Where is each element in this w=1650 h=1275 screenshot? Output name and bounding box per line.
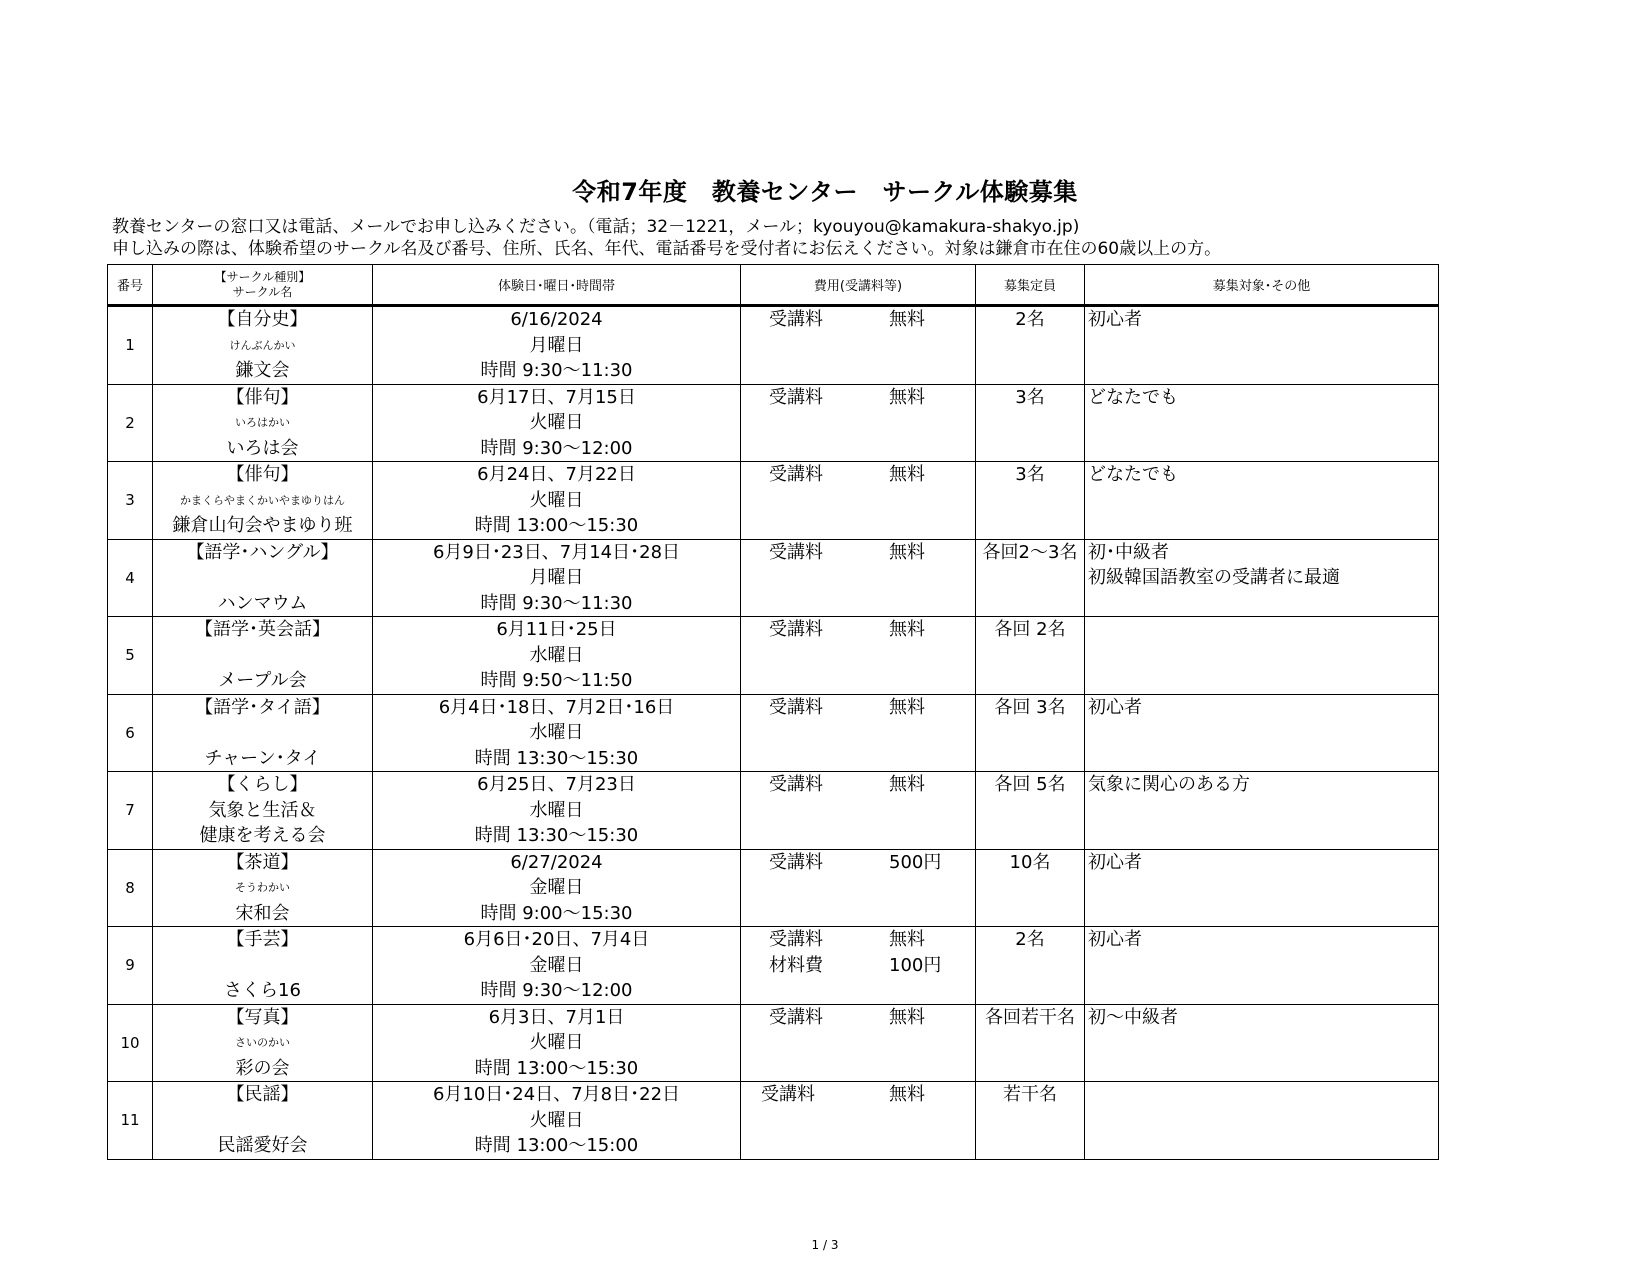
circle-category: 【語学･タイ語】	[195, 696, 330, 718]
header-capacity: 募集定員	[976, 265, 1085, 306]
target-cell	[1085, 384, 1439, 462]
schedule-date: 6月9日･23日、7月14日･28日	[432, 541, 681, 563]
page-number: 1 / 3	[811, 1238, 839, 1252]
row-number: 6	[108, 694, 153, 772]
header-fee: 費用(受講料等)	[741, 265, 976, 306]
row-number: 11	[108, 1082, 153, 1160]
header-target: 募集対象･その他	[1085, 265, 1439, 306]
capacity-value: 2名	[1015, 309, 1045, 330]
fee-cell	[741, 462, 976, 540]
fee-row-2	[741, 643, 975, 669]
circle-reading	[153, 643, 372, 669]
schedule-weekday: 金曜日	[529, 877, 584, 898]
schedule-weekday: 月曜日	[529, 334, 584, 356]
row-number: 10	[108, 1004, 153, 1082]
circle-name: 宋和会	[235, 902, 290, 924]
target-cell	[1085, 539, 1439, 617]
circle-reading	[153, 565, 372, 591]
schedule-weekday: 月曜日	[529, 567, 584, 588]
capacity-value: 各回 3名	[994, 696, 1066, 718]
table-row	[108, 1004, 1439, 1082]
fee-cell	[741, 694, 976, 772]
fee-cell	[741, 1004, 976, 1082]
fee-row-2	[741, 875, 975, 901]
capacity-value: 各回 5名	[994, 774, 1066, 795]
fee-row-2	[741, 410, 975, 436]
schedule-date: 6月3日、7月1日	[488, 1006, 625, 1028]
circle-name: メープル会	[218, 670, 307, 691]
schedule-cell	[373, 1082, 741, 1160]
circle-cell	[153, 306, 373, 385]
fee-row-2	[741, 798, 975, 824]
circle-category: 【写真】	[226, 1006, 299, 1028]
target-line-2: 初級韓国語教室の受講者に最適	[1088, 567, 1340, 588]
table-row	[108, 1082, 1439, 1160]
fee-value: 無料	[889, 619, 925, 640]
fee-cell	[741, 1082, 976, 1160]
capacity-value: 3名	[1015, 464, 1045, 485]
table-row	[108, 539, 1439, 617]
schedule-date: 6月4日･18日、7月2日･16日	[438, 696, 675, 718]
fee-row-1	[741, 695, 975, 721]
fee-row-1	[741, 462, 975, 488]
schedule-weekday: 火曜日	[529, 1032, 584, 1053]
fee-row-1	[741, 1005, 975, 1031]
row-number: 9	[108, 927, 153, 1005]
fee-label: 受講料	[769, 1006, 823, 1028]
fee-value: 無料	[889, 929, 925, 950]
fee-row-2	[741, 1108, 975, 1134]
target-line-1: 初心者	[1088, 309, 1142, 330]
row-number: 7	[108, 772, 153, 850]
target-line-2	[1085, 643, 1438, 669]
fee-label: 受講料	[769, 541, 823, 563]
circle-cell	[153, 384, 373, 462]
schedule-date: 6月11日･25日	[496, 619, 617, 640]
schedule-cell	[373, 384, 741, 462]
row-number: 1	[108, 306, 153, 385]
target-cell	[1085, 772, 1439, 850]
target-line-2	[1085, 1108, 1438, 1134]
circle-table	[107, 264, 1439, 1160]
circle-name: チャーン･タイ	[204, 747, 321, 769]
circle-reading	[153, 1108, 372, 1134]
target-line-2	[1085, 410, 1438, 436]
circle-reading	[153, 953, 372, 979]
fee-row-1	[741, 307, 975, 333]
fee-value: 無料	[889, 464, 925, 485]
target-line-1: どなたでも	[1088, 386, 1178, 408]
capacity-cell	[976, 539, 1085, 617]
fee-row-1	[741, 1082, 975, 1108]
target-line-1: 初･中級者	[1088, 541, 1169, 563]
fee-row-2	[741, 565, 975, 591]
target-cell	[1085, 927, 1439, 1005]
circle-cell	[153, 927, 373, 1005]
row-number: 4	[108, 539, 153, 617]
row-number: 5	[108, 617, 153, 695]
target-cell	[1085, 694, 1439, 772]
table-row	[108, 927, 1439, 1005]
fee-value: 無料	[889, 309, 925, 330]
fee-label: 受講料	[769, 929, 823, 950]
capacity-cell	[976, 617, 1085, 695]
fee-value-2: 100円	[889, 954, 942, 976]
table-row	[108, 306, 1439, 385]
schedule-time: 時間 9:30～11:30	[480, 592, 633, 614]
header-circle-type: 【サークル種別】	[214, 269, 311, 284]
capacity-cell	[976, 927, 1085, 1005]
target-line-1: 初～中級者	[1088, 1006, 1178, 1028]
fee-value: 無料	[889, 696, 925, 718]
capacity-cell	[976, 849, 1085, 927]
circle-cell	[153, 539, 373, 617]
circle-cell	[153, 849, 373, 927]
fee-label: 受講料	[769, 309, 823, 330]
table-row	[108, 694, 1439, 772]
capacity-value: 2名	[1015, 929, 1045, 950]
schedule-cell	[373, 849, 741, 927]
fee-label: 受講料	[769, 696, 823, 718]
target-cell	[1085, 1004, 1439, 1082]
circle-cell	[153, 1082, 373, 1160]
capacity-cell	[976, 772, 1085, 850]
circle-category: 【語学･ハングル】	[186, 541, 339, 563]
target-line-1: 気象に関心のある方	[1088, 774, 1250, 795]
circle-reading: いろはかい	[235, 416, 290, 429]
schedule-date: 6月25日、7月23日	[477, 774, 636, 795]
fee-value: 500円	[889, 851, 942, 873]
capacity-value: 各回 2名	[994, 619, 1066, 640]
circle-category: 【民謡】	[226, 1084, 299, 1105]
schedule-weekday: 水曜日	[529, 644, 584, 666]
schedule-time: 時間 9:50～11:50	[480, 670, 633, 691]
fee-row-1	[741, 772, 975, 798]
capacity-value: 10名	[1009, 851, 1051, 873]
circle-category: 【茶道】	[226, 851, 299, 873]
target-line-1: 初心者	[1088, 851, 1142, 873]
capacity-cell	[976, 462, 1085, 540]
schedule-cell	[373, 462, 741, 540]
fee-row-2	[741, 488, 975, 514]
row-number: 8	[108, 849, 153, 927]
fee-row-2	[741, 1030, 975, 1056]
circle-cell	[153, 462, 373, 540]
schedule-cell	[373, 306, 741, 385]
fee-value: 無料	[889, 541, 925, 563]
capacity-cell	[976, 384, 1085, 462]
schedule-weekday: 金曜日	[529, 954, 584, 976]
circle-category: 【語学･英会話】	[195, 619, 330, 640]
header-circle	[153, 265, 373, 306]
target-line-1: 初心者	[1088, 929, 1142, 950]
schedule-date: 6月24日、7月22日	[477, 464, 636, 485]
circle-cell	[153, 694, 373, 772]
header-schedule: 体験日･曜日･時間帯	[373, 265, 741, 306]
schedule-time: 時間 9:30～11:30	[480, 360, 633, 381]
circle-name: さくら16	[224, 980, 301, 1001]
target-line-1: 初心者	[1088, 696, 1142, 718]
row-number: 3	[108, 462, 153, 540]
fee-label: 受講料	[769, 619, 823, 640]
capacity-cell	[976, 1082, 1085, 1160]
fee-label: 受講料	[769, 386, 823, 408]
circle-reading	[153, 720, 372, 746]
schedule-date: 6/27/2024	[510, 851, 603, 873]
capacity-cell	[976, 694, 1085, 772]
fee-cell	[741, 617, 976, 695]
schedule-time: 時間 13:00～15:30	[474, 515, 639, 536]
target-line-1	[1085, 617, 1438, 643]
circle-name: いろは会	[226, 437, 299, 459]
schedule-weekday: 火曜日	[529, 489, 584, 511]
circle-name: ハンマウム	[217, 592, 308, 614]
circle-category: 【自分史】	[217, 309, 308, 330]
table-row	[108, 772, 1439, 850]
target-cell	[1085, 306, 1439, 385]
schedule-cell	[373, 1004, 741, 1082]
circle-name: 彩の会	[235, 1057, 290, 1079]
table-row	[108, 617, 1439, 695]
target-cell	[1085, 1082, 1439, 1160]
row-number: 2	[108, 384, 153, 462]
target-line-2	[1085, 875, 1438, 901]
header-circle-name: サークル名	[232, 284, 293, 299]
fee-label: 受講料	[769, 851, 823, 873]
capacity-cell	[976, 306, 1085, 385]
target-cell	[1085, 462, 1439, 540]
circle-reading: そうわかい	[235, 881, 290, 894]
table-row	[108, 462, 1439, 540]
capacity-cell	[976, 1004, 1085, 1082]
capacity-value: 各回2～3名	[982, 541, 1078, 563]
circle-category: 【くらし】	[217, 774, 308, 795]
schedule-time: 時間 13:00～15:00	[474, 1135, 639, 1156]
target-cell	[1085, 617, 1439, 695]
schedule-weekday: 水曜日	[529, 799, 584, 821]
page-title: 令和7年度 教養センター サークル体験募集	[572, 178, 1078, 206]
fee-label: 受講料	[769, 774, 823, 795]
target-line-2	[1085, 488, 1438, 514]
schedule-time: 時間 9:00～15:30	[480, 902, 633, 924]
schedule-date: 6月6日･20日、7月4日	[463, 929, 650, 950]
schedule-time: 時間 13:00～15:30	[474, 1057, 639, 1079]
target-line-2	[1085, 953, 1438, 979]
fee-cell	[741, 772, 976, 850]
intro-line-instructions: 申し込みの際は、体験希望のサークル名及び番号、住所、氏名、年代、電話番号を受付者にお伝えください。対象は鎌倉市在住の60歳以上の方。	[112, 239, 1222, 259]
table-row	[108, 849, 1439, 927]
schedule-cell	[373, 772, 741, 850]
schedule-time: 時間 13:30～15:30	[474, 825, 639, 846]
schedule-weekday: 火曜日	[529, 1109, 584, 1131]
intro-line-contact: 教養センターの窓口又は電話、メールでお申し込みください。（電話；32－1221，メール；kyouyou@kamakura-shakyo.jp)	[112, 217, 1080, 237]
circle-category: 【俳句】	[226, 386, 299, 408]
schedule-date: 6月10日･24日、7月8日･22日	[432, 1084, 681, 1105]
capacity-value: 3名	[1015, 386, 1045, 408]
fee-value: 無料	[889, 1006, 925, 1028]
fee-row-2	[741, 720, 975, 746]
target-line-2	[1085, 798, 1438, 824]
fee-value: 無料	[889, 1084, 925, 1105]
fee-cell	[741, 927, 976, 1005]
circle-name: 健康を考える会	[199, 825, 326, 846]
circle-reading: 気象と生活＆	[208, 799, 317, 821]
fee-value: 無料	[889, 386, 925, 408]
schedule-cell	[373, 617, 741, 695]
capacity-value: 各回若干名	[985, 1006, 1075, 1028]
circle-cell	[153, 617, 373, 695]
circle-reading: さいのかい	[235, 1036, 290, 1049]
schedule-date: 6/16/2024	[510, 309, 603, 330]
capacity-value: 若干名	[1003, 1084, 1057, 1105]
table-header-row	[108, 265, 1439, 306]
fee-row-1	[741, 850, 975, 876]
schedule-cell	[373, 927, 741, 1005]
schedule-weekday: 火曜日	[529, 412, 584, 433]
fee-value: 無料	[889, 774, 925, 795]
schedule-time: 時間 13:30～15:30	[474, 747, 639, 769]
fee-label: 受講料	[769, 464, 823, 485]
circle-name: 鎌倉山句会やまゆり班	[172, 515, 353, 536]
fee-cell	[741, 849, 976, 927]
target-line-2	[1085, 720, 1438, 746]
circle-category: 【俳句】	[226, 464, 299, 485]
schedule-time: 時間 9:30～12:00	[480, 980, 633, 1001]
target-line-1: どなたでも	[1088, 464, 1178, 485]
circle-name: 民謡愛好会	[217, 1135, 308, 1156]
schedule-cell	[373, 694, 741, 772]
fee-cell	[741, 306, 976, 385]
fee-row-1	[741, 617, 975, 643]
header-num: 番号	[108, 265, 153, 306]
fee-row-1	[741, 385, 975, 411]
circle-reading: かまくらやまくかいやまゆりはん	[180, 493, 345, 507]
fee-row-2	[741, 333, 975, 359]
circle-reading: けんぶんかい	[229, 338, 296, 352]
schedule-weekday: 水曜日	[529, 722, 584, 743]
circle-cell	[153, 1004, 373, 1082]
target-line-2	[1085, 1030, 1438, 1056]
circle-name: 鎌文会	[235, 360, 290, 381]
target-line-2	[1085, 333, 1438, 359]
target-line-1	[1085, 1082, 1438, 1108]
fee-row-1	[741, 540, 975, 566]
table-row	[108, 384, 1439, 462]
target-cell	[1085, 849, 1439, 927]
circle-cell	[153, 772, 373, 850]
circle-category: 【手芸】	[226, 929, 299, 950]
fee-row-1	[741, 927, 975, 953]
fee-label-2: 材料費	[769, 954, 823, 976]
fee-cell	[741, 384, 976, 462]
fee-label: 受講料	[761, 1084, 815, 1105]
schedule-cell	[373, 539, 741, 617]
schedule-date: 6月17日、7月15日	[477, 386, 636, 408]
schedule-time: 時間 9:30～12:00	[480, 437, 633, 459]
fee-cell	[741, 539, 976, 617]
fee-row-2	[741, 953, 975, 979]
